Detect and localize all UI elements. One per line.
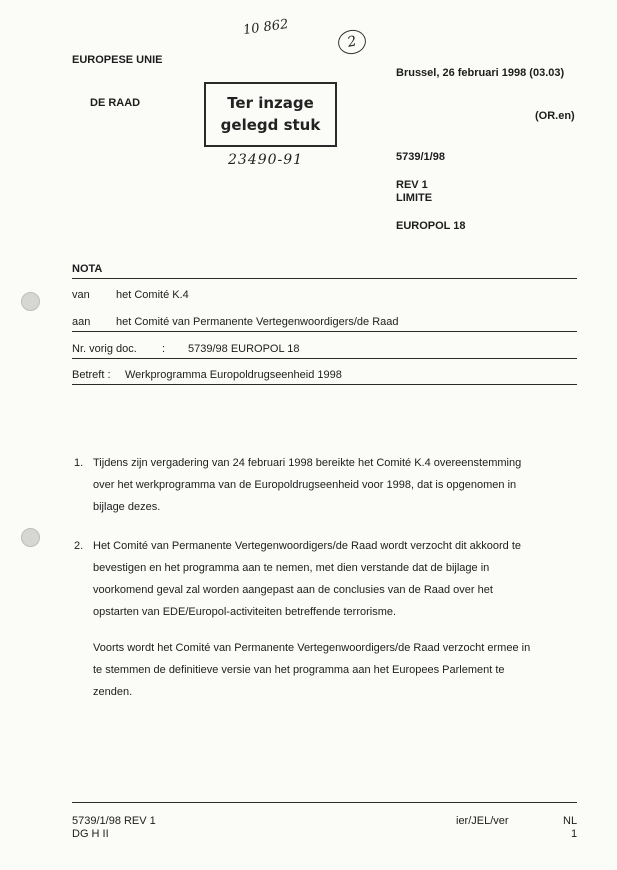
place-date: Brussel, 26 februari 1998 (03.03): [396, 67, 565, 79]
revision: REV 1: [396, 179, 428, 191]
paragraph-line: Tijdens zijn vergadering van 24 februari 1998 bereikte het Comité K.4 overeenstemming: [93, 457, 522, 469]
public-inspection-stamp: [204, 82, 337, 147]
doc-number: 5739/1/98: [396, 151, 445, 163]
handwritten-circled-number: [336, 27, 368, 56]
from-label: van: [72, 289, 90, 301]
paragraph-line: bijlage dezes.: [93, 501, 161, 513]
divider: [72, 358, 577, 359]
paragraph-line: voorkomend geval zal worden aangepast aan de conclusies van de Raad over het: [93, 584, 493, 596]
punch-hole-bottom: [21, 528, 40, 547]
footer-dg: DG H II: [72, 828, 109, 840]
footer-initials: ier/JEL/ver: [456, 815, 509, 827]
europol-ref: EUROPOL 18: [396, 220, 466, 232]
paragraph-line: bevestigen en het programma aan te nemen, met dien verstande dat de bijlage in: [93, 562, 490, 574]
paragraph-line: over het werkprogramma van de Europoldrugseenheid voor 1998, dat is opgenomen in: [93, 479, 517, 491]
paragraph-line: Voorts wordt het Comité van Permanente Vertegenwoordigers/de Raad verzocht ermee in: [93, 642, 531, 654]
paragraph-1: [93, 452, 521, 518]
circled-number-text: 2: [345, 33, 359, 51]
divider: [72, 384, 577, 385]
footer-page-number: 1: [571, 828, 578, 840]
stamp-line-2: gelegd stuk: [220, 116, 321, 134]
council-name: DE RAAD: [90, 97, 141, 109]
original-language: (OR.en): [535, 110, 575, 122]
paragraph-line: opstarten van EDE/Europol-activiteiten betreffende terrorisme.: [93, 606, 397, 618]
footer-doc-ref: 5739/1/98 REV 1: [72, 815, 156, 827]
footer-divider: [72, 802, 577, 803]
org-name: EUROPESE UNIE: [72, 54, 163, 66]
paragraph-line: zenden.: [93, 686, 133, 698]
handwritten-number: 10 862: [242, 16, 290, 39]
paragraph-1-number: 1.: [74, 457, 84, 469]
prev-doc-label: Nr. vorig doc.: [72, 343, 137, 355]
footer-language: NL: [563, 815, 578, 827]
stamp-line-1: Ter inzage: [227, 94, 314, 112]
handwritten-registration-number: 23490-91: [228, 152, 304, 168]
subject-value: Werkprogramma Europoldrugseenheid 1998: [125, 369, 342, 381]
paragraph-2-number: 2.: [74, 540, 84, 552]
punch-hole-top: [21, 292, 40, 311]
divider: [72, 278, 577, 279]
to-label: aan: [72, 316, 91, 328]
classification: LIMITE: [396, 192, 433, 204]
subject-label: Betreft :: [72, 369, 111, 381]
paragraph-2: [93, 535, 521, 623]
divider: [72, 331, 577, 332]
note-title: NOTA: [72, 263, 103, 275]
paragraph-line: te stemmen de definitieve versie van het programma aan het Europees Parlement te: [93, 664, 505, 676]
paragraph-3: [93, 637, 530, 703]
from-value: het Comité K.4: [116, 289, 189, 301]
prev-doc-separator: :: [162, 343, 166, 355]
paragraph-line: Het Comité van Permanente Vertegenwoordigers/de Raad wordt verzocht dit akkoord te: [93, 540, 522, 552]
prev-doc-value: 5739/98 EUROPOL 18: [188, 343, 300, 355]
to-value: het Comité van Permanente Vertegenwoordigers/de Raad: [116, 316, 399, 328]
